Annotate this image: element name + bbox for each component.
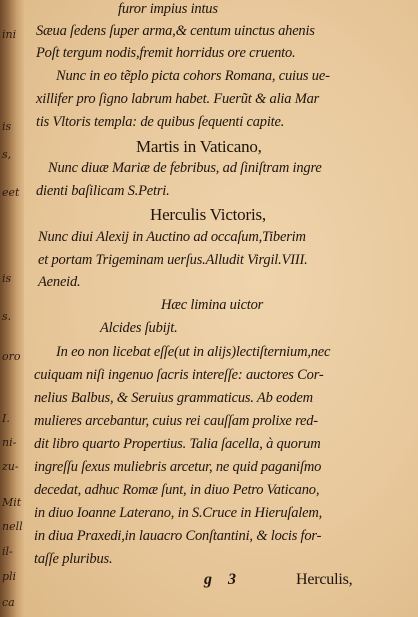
book-page	[24, 0, 418, 617]
margin-fragment: ni-	[2, 436, 17, 449]
catchword: Herculis,	[296, 571, 353, 588]
text-line: Nunc in eo tẽplo picta cohors Romana, cuius ue-	[56, 68, 330, 84]
margin-fragment: I.	[2, 412, 10, 425]
text-line: dit libro quarto Propertius. Talia ſacella, à quorum	[34, 436, 321, 452]
signature-mark: g 3	[204, 571, 242, 588]
text-line: Nunc diui Alexij in Auctino ad occaſum,Tiberim	[38, 229, 306, 245]
text-line: in diuo Ioanne Laterano, in S.Cruce in Hieruſalem,	[34, 505, 323, 521]
margin-fragment: ca	[2, 596, 15, 609]
margin-fragment: s.	[2, 310, 12, 323]
text-line: Nunc diuæ Mariæ de febribus, ad ſiniſtram ingre	[48, 160, 322, 176]
margin-fragment: zu-	[2, 460, 19, 473]
text-line: tis Vltoris templa: de quibus ſequenti capite.	[36, 114, 285, 130]
text-line: et portam Trigeminam uerſus.Alludit Virgil.VIII.	[38, 252, 308, 268]
text-line: nelius Balbus, & Seruius grammaticus. Ab eodem	[34, 390, 313, 406]
text-line: taſſe pluribus.	[34, 551, 113, 567]
text-line: mulieres arcebantur, cuius rei cauſſam prolixe red-	[34, 413, 318, 429]
text-line: decedat, adhuc Romæ ſunt, in diuo Petro Vaticano,	[34, 482, 320, 498]
text-line: in diua Praxedi,in lauacro Conſtantini, & locis for-	[34, 528, 322, 544]
margin-fragment: il-	[2, 545, 13, 558]
section-heading: Martis in Vaticano,	[136, 137, 262, 156]
text-line: cuiquam niſi ingenuo ſacris intereſſe: auctores Cor-	[34, 367, 324, 383]
text-line: ingreſſu ſexus muliebris arcetur, ne quid paganiſmo	[34, 459, 322, 475]
verse-line: Alcides ſubijt.	[100, 320, 178, 336]
text-line: furor impius intus	[118, 1, 218, 17]
margin-fragment: eet	[2, 186, 20, 199]
margin-fragment: s,	[2, 148, 12, 161]
text-line: Aeneid.	[38, 274, 81, 290]
text-line: In eo non licebat eſſe(ut in alijs)lectiſternium,nec	[56, 344, 331, 360]
margin-fragment: ini	[2, 28, 17, 41]
text-line: dienti baſilicam S.Petri.	[36, 183, 170, 199]
text-line: xillifer pro ſigno labrum habet. Fuerũt & alia Mar	[36, 91, 320, 107]
verse-line: Hæc limina uictor	[161, 297, 264, 313]
margin-fragment: Mit	[2, 496, 22, 509]
text-line: Sæua ſedens ſuper arma,& centum uinctus ahenis	[36, 23, 315, 39]
margin-fragment: pli	[2, 570, 17, 583]
text-line: Poſt tergum nodis,fremit horridus ore cruento.	[36, 45, 296, 61]
margin-fragment: nell	[2, 520, 23, 533]
adjacent-page-gutter	[0, 0, 24, 617]
margin-fragment: is	[2, 272, 12, 285]
margin-fragment: is	[2, 120, 12, 133]
margin-fragment: oro	[2, 350, 21, 363]
section-heading: Herculis Victoris,	[150, 205, 266, 224]
